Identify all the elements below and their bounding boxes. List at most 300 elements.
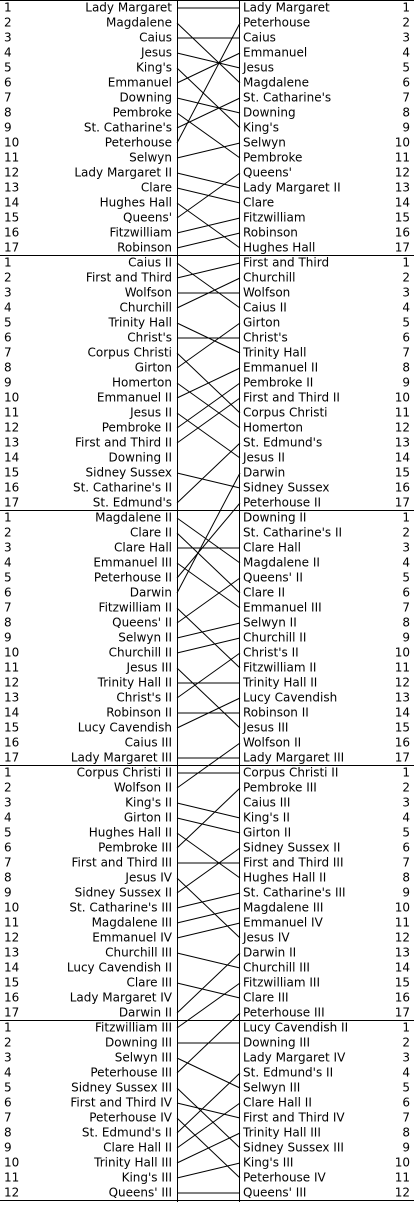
finish-position-number: 1 (402, 1020, 410, 1035)
finish-position-number: 15 (394, 975, 410, 990)
finish-position-number: 16 (394, 735, 410, 750)
finish-position-number: 10 (394, 645, 410, 660)
start-crew-label: Homerton (111, 375, 172, 390)
crew-trajectory-line (177, 638, 240, 653)
start-crew-label: Peterhouse (104, 135, 172, 150)
finish-position-number: 8 (402, 105, 410, 120)
start-position-number: 14 (4, 450, 20, 465)
finish-crew-label: Caius III (243, 795, 291, 810)
finish-crew-label: First and Third III (243, 855, 344, 870)
finish-crew-label: Sidney Sussex (243, 480, 330, 495)
crew-trajectory-line (177, 143, 240, 158)
crew-trajectory-line (177, 788, 240, 848)
start-position-number: 9 (4, 1140, 12, 1155)
finish-position-number: 12 (394, 930, 410, 945)
start-crew-label: Caius II (128, 255, 172, 270)
finish-crew-label: Girton (243, 315, 281, 330)
start-crew-label: Fitzwilliam (109, 225, 172, 240)
start-position-number: 7 (4, 855, 12, 870)
finish-position-number: 11 (394, 660, 410, 675)
start-crew-label: Downing II (108, 450, 172, 465)
finish-crew-label: Girton II (243, 825, 292, 840)
crew-trajectory-line (177, 113, 240, 158)
crew-trajectory-line (177, 878, 240, 938)
start-position-number: 2 (4, 1035, 12, 1050)
finish-crew-label: Hughes Hall (243, 240, 316, 255)
finish-position-number: 3 (402, 30, 410, 45)
start-crew-label: Clare (140, 180, 172, 195)
start-crew-label: Peterhouse IV (89, 1110, 172, 1125)
crew-trajectory-line (177, 1103, 240, 1118)
finish-crew-label: Downing III (243, 1035, 310, 1050)
finish-crew-label: Clare (243, 195, 275, 210)
crew-trajectory-line (177, 53, 240, 68)
finish-position-number: 11 (394, 405, 410, 420)
finish-position-number: 9 (402, 1140, 410, 1155)
finish-position-number: 11 (394, 150, 410, 165)
crew-trajectory-line (177, 533, 240, 593)
crew-trajectory-line (177, 23, 240, 83)
start-crew-label: Peterhouse II (93, 570, 172, 585)
start-crew-label: Trinity Hall II (97, 675, 172, 690)
finish-position-number: 9 (402, 885, 410, 900)
start-position-number: 4 (4, 1065, 12, 1080)
start-crew-label: Caius III (124, 735, 172, 750)
start-crew-label: Trinity Hall (108, 315, 172, 330)
finish-position-number: 7 (402, 90, 410, 105)
start-position-number: 10 (4, 135, 20, 150)
finish-position-number: 5 (402, 1080, 410, 1095)
finish-crew-label: Caius II (243, 300, 287, 315)
start-position-number: 3 (4, 1050, 12, 1065)
finish-position-number: 15 (394, 465, 410, 480)
start-position-number: 1 (4, 1020, 12, 1035)
start-crew-label: Lady Margaret IV (69, 990, 172, 1005)
start-crew-label: First and Third (85, 270, 172, 285)
crew-trajectory-line (177, 1088, 240, 1148)
crew-trajectory-line (177, 983, 240, 998)
finish-position-number: 1 (402, 0, 410, 15)
start-crew-label: Pembroke II (101, 420, 172, 435)
crew-trajectory-line (177, 68, 240, 128)
start-position-number: 4 (4, 810, 12, 825)
finish-crew-label: Queens' II (243, 570, 303, 585)
finish-position-number: 4 (402, 45, 410, 60)
start-position-number: 16 (4, 225, 20, 240)
finish-crew-label: Emmanuel II (243, 360, 319, 375)
start-position-number: 6 (4, 1095, 12, 1110)
crew-trajectory-line (177, 908, 240, 923)
finish-crew-label: Christ's (243, 330, 288, 345)
start-position-number: 14 (4, 960, 20, 975)
finish-position-number: 6 (402, 75, 410, 90)
finish-position-number: 10 (394, 1155, 410, 1170)
finish-crew-label: Corpus Christi (243, 405, 328, 420)
start-crew-label: Hughes Hall II (88, 825, 172, 840)
crew-trajectory-line (177, 323, 240, 368)
finish-position-number: 9 (402, 630, 410, 645)
finish-position-number: 15 (394, 720, 410, 735)
finish-position-number: 1 (402, 510, 410, 525)
finish-position-number: 4 (402, 300, 410, 315)
finish-crew-label: Robinson II (243, 705, 309, 720)
finish-position-number: 5 (402, 60, 410, 75)
crew-trajectory-line (177, 1103, 240, 1148)
finish-position-number: 14 (394, 195, 410, 210)
start-crew-label: Christ's II (116, 690, 172, 705)
start-crew-label: St. Edmund's II (81, 1125, 172, 1140)
finish-crew-label: Selwyn II (243, 615, 297, 630)
start-crew-label: Jesus (140, 45, 172, 60)
start-crew-label: Clare Hall (114, 540, 172, 555)
finish-position-number: 7 (402, 1110, 410, 1125)
finish-position-number: 9 (402, 375, 410, 390)
crew-trajectory-line (177, 623, 240, 638)
finish-crew-label: Peterhouse II (243, 495, 322, 510)
finish-position-number: 5 (402, 825, 410, 840)
start-crew-label: Emmanuel IV (92, 930, 172, 945)
start-crew-label: Lady Margaret III (70, 750, 172, 765)
finish-position-number: 3 (402, 795, 410, 810)
start-crew-label: Robinson (117, 240, 172, 255)
finish-position-number: 6 (402, 330, 410, 345)
crew-trajectory-line (177, 818, 240, 833)
start-position-number: 15 (4, 975, 20, 990)
finish-position-number: 2 (402, 15, 410, 30)
crew-trajectory-line (177, 1133, 240, 1163)
crew-trajectory-line (177, 218, 240, 233)
finish-crew-label: Lucy Cavendish II (243, 1020, 349, 1035)
start-crew-label: Emmanuel (107, 75, 172, 90)
finish-position-number: 17 (394, 240, 410, 255)
finish-crew-label: St. Edmund's II (243, 1065, 334, 1080)
crew-trajectory-line (177, 953, 240, 968)
finish-position-number: 13 (394, 435, 410, 450)
finish-crew-label: Selwyn (243, 135, 286, 150)
start-position-number: 11 (4, 150, 20, 165)
start-crew-label: Lucy Cavendish II (66, 960, 172, 975)
finish-crew-label: Fitzwilliam II (243, 660, 317, 675)
start-position-number: 12 (4, 1185, 20, 1200)
finish-crew-label: Lady Margaret IV (243, 1050, 346, 1065)
finish-crew-label: First and Third (243, 255, 330, 270)
start-crew-label: Churchill III (105, 945, 172, 960)
start-crew-label: Darwin (129, 585, 172, 600)
finish-crew-label: Downing II (243, 510, 307, 525)
crew-trajectory-line (177, 653, 240, 698)
start-crew-label: Selwyn III (114, 1050, 172, 1065)
finish-crew-label: Jesus II (243, 450, 285, 465)
start-crew-label: Clare II (129, 525, 172, 540)
start-position-number: 16 (4, 990, 20, 1005)
start-crew-label: Sidney Sussex (85, 465, 172, 480)
start-crew-label: King's (136, 60, 172, 75)
finish-crew-label: Downing (243, 105, 296, 120)
crew-trajectory-line (177, 368, 240, 398)
start-position-number: 17 (4, 750, 20, 765)
finish-position-number: 13 (394, 690, 410, 705)
start-position-number: 9 (4, 630, 12, 645)
finish-position-number: 14 (394, 705, 410, 720)
finish-position-number: 14 (394, 450, 410, 465)
finish-position-number: 9 (402, 120, 410, 135)
finish-crew-label: Clare Hall (243, 540, 301, 555)
finish-crew-label: Wolfson (243, 285, 291, 300)
start-crew-label: Darwin II (118, 1005, 172, 1020)
finish-position-number: 4 (402, 555, 410, 570)
start-position-number: 1 (4, 765, 12, 780)
finish-position-number: 4 (402, 810, 410, 825)
start-position-number: 3 (4, 795, 12, 810)
start-position-number: 9 (4, 885, 12, 900)
finish-position-number: 5 (402, 570, 410, 585)
finish-crew-label: Lady Margaret (243, 0, 330, 15)
start-crew-label: Jesus II (130, 405, 172, 420)
finish-crew-label: King's II (243, 810, 290, 825)
crew-trajectory-line (177, 473, 240, 593)
start-position-number: 7 (4, 1110, 12, 1125)
finish-position-number: 2 (402, 270, 410, 285)
finish-position-number: 12 (394, 1185, 410, 1200)
start-position-number: 5 (4, 60, 12, 75)
finish-crew-label: Clare Hall II (243, 1095, 312, 1110)
finish-position-number: 2 (402, 780, 410, 795)
start-position-number: 8 (4, 870, 12, 885)
finish-position-number: 10 (394, 390, 410, 405)
finish-position-number: 1 (402, 765, 410, 780)
crew-trajectory-line (177, 98, 240, 128)
finish-position-number: 16 (394, 480, 410, 495)
finish-crew-label: Sidney Sussex III (243, 1140, 344, 1155)
start-position-number: 5 (4, 825, 12, 840)
finish-position-number: 13 (394, 180, 410, 195)
start-crew-label: Fitzwilliam III (95, 1020, 172, 1035)
finish-position-number: 3 (402, 1050, 410, 1065)
finish-crew-label: Jesus (243, 60, 275, 75)
finish-crew-label: Selwyn III (243, 1080, 301, 1095)
start-position-number: 8 (4, 105, 12, 120)
finish-position-number: 13 (394, 945, 410, 960)
finish-position-number: 6 (402, 1095, 410, 1110)
finish-position-number: 3 (402, 540, 410, 555)
finish-position-number: 8 (402, 1125, 410, 1140)
start-crew-label: Sidney Sussex II (74, 885, 172, 900)
finish-crew-label: Robinson (243, 225, 298, 240)
start-position-number: 1 (4, 0, 12, 15)
finish-position-number: 17 (394, 750, 410, 765)
start-position-number: 3 (4, 285, 12, 300)
finish-position-number: 6 (402, 840, 410, 855)
finish-position-number: 7 (402, 855, 410, 870)
crew-trajectory-line (177, 518, 240, 563)
start-crew-label: Magdalene II (95, 510, 172, 525)
crew-trajectory-line (177, 1073, 240, 1133)
start-position-number: 4 (4, 45, 12, 60)
start-position-number: 3 (4, 540, 12, 555)
start-crew-label: Emmanuel III (93, 555, 172, 570)
start-position-number: 5 (4, 570, 12, 585)
start-crew-label: Jesus III (126, 660, 172, 675)
start-crew-label: Corpus Christi (87, 345, 172, 360)
finish-crew-label: First and Third IV (243, 1110, 345, 1125)
start-crew-label: Queens' III (108, 1185, 172, 1200)
finish-crew-label: Darwin (243, 465, 286, 480)
start-position-number: 11 (4, 660, 20, 675)
crew-trajectory-line (177, 578, 240, 623)
start-crew-label: Girton (134, 360, 172, 375)
crew-trajectory-line (177, 233, 240, 248)
start-position-number: 17 (4, 240, 20, 255)
start-position-number: 14 (4, 195, 20, 210)
finish-crew-label: Churchill III (243, 960, 310, 975)
finish-position-number: 7 (402, 345, 410, 360)
crew-trajectory-line (177, 563, 240, 608)
start-position-number: 14 (4, 705, 20, 720)
crew-trajectory-line (177, 98, 240, 113)
start-crew-label: Clare III (126, 975, 172, 990)
finish-crew-label: Hughes Hall II (243, 870, 327, 885)
start-crew-label: Selwyn (129, 150, 172, 165)
crew-trajectory-line (177, 263, 240, 278)
start-crew-label: King's II (125, 795, 172, 810)
start-position-number: 13 (4, 945, 20, 960)
crew-trajectory-line (177, 398, 240, 443)
finish-crew-label: Corpus Christi II (243, 765, 339, 780)
start-crew-label: Lucy Cavendish (77, 720, 172, 735)
finish-crew-label: First and Third II (243, 390, 340, 405)
start-crew-label: Downing (119, 90, 172, 105)
crew-trajectory-line (177, 893, 240, 908)
finish-crew-label: Lady Margaret III (243, 750, 345, 765)
finish-crew-label: Queens' III (243, 1185, 307, 1200)
finish-position-number: 4 (402, 1065, 410, 1080)
crew-trajectory-line (177, 848, 240, 893)
finish-crew-label: Magdalene III (243, 900, 324, 915)
start-position-number: 15 (4, 210, 20, 225)
finish-crew-label: Trinity Hall II (243, 675, 318, 690)
crew-trajectory-line (177, 953, 240, 1013)
finish-position-number: 3 (402, 285, 410, 300)
finish-crew-label: Peterhouse III (243, 1005, 325, 1020)
finish-crew-label: St. Edmund's (243, 435, 323, 450)
finish-crew-label: King's III (243, 1155, 294, 1170)
start-position-number: 13 (4, 435, 20, 450)
start-crew-label: Hughes Hall (99, 195, 172, 210)
finish-crew-label: Clare III (243, 990, 289, 1005)
start-position-number: 12 (4, 930, 20, 945)
finish-crew-label: King's (243, 120, 279, 135)
start-position-number: 12 (4, 675, 20, 690)
start-position-number: 13 (4, 180, 20, 195)
finish-position-number: 11 (394, 915, 410, 930)
start-position-number: 6 (4, 840, 12, 855)
start-position-number: 2 (4, 15, 12, 30)
start-crew-label: Peterhouse III (90, 1065, 172, 1080)
start-crew-label: King's III (121, 1170, 172, 1185)
finish-crew-label: Jesus III (243, 720, 289, 735)
start-crew-label: Fitzwilliam II (98, 600, 172, 615)
finish-crew-label: Peterhouse IV (243, 1170, 326, 1185)
finish-position-number: 10 (394, 900, 410, 915)
start-crew-label: Caius (139, 30, 172, 45)
finish-position-number: 12 (394, 675, 410, 690)
crew-trajectory-line (177, 1058, 240, 1088)
start-crew-label: Girton II (123, 810, 172, 825)
finish-crew-label: Peterhouse (243, 15, 311, 30)
start-crew-label: St. Catharine's II (72, 480, 172, 495)
start-position-number: 15 (4, 720, 20, 735)
start-crew-label: Sidney Sussex III (71, 1080, 172, 1095)
start-position-number: 5 (4, 315, 12, 330)
finish-position-number: 10 (394, 135, 410, 150)
start-position-number: 5 (4, 1080, 12, 1095)
finish-crew-label: Trinity Hall III (243, 1125, 321, 1140)
start-position-number: 8 (4, 1125, 12, 1140)
start-position-number: 2 (4, 270, 12, 285)
finish-crew-label: St. Catharine's (243, 90, 332, 105)
finish-position-number: 16 (394, 225, 410, 240)
finish-position-number: 8 (402, 615, 410, 630)
crew-trajectory-line (177, 53, 240, 83)
finish-crew-label: Fitzwilliam III (243, 975, 320, 990)
start-crew-label: Churchill (119, 300, 172, 315)
start-position-number: 6 (4, 75, 12, 90)
start-position-number: 12 (4, 165, 20, 180)
finish-position-number: 7 (402, 600, 410, 615)
start-crew-label: Corpus Christi II (76, 765, 172, 780)
start-crew-label: Wolfson (124, 285, 172, 300)
finish-crew-label: Fitzwilliam (243, 210, 306, 225)
crew-trajectory-line (177, 173, 240, 218)
finish-crew-label: Lucy Cavendish (243, 690, 338, 705)
start-crew-label: Jesus IV (125, 870, 172, 885)
crew-trajectory-line (177, 668, 240, 728)
finish-crew-label: Pembroke (243, 150, 303, 165)
finish-position-number: 5 (402, 315, 410, 330)
start-crew-label: Queens' (123, 210, 172, 225)
finish-position-number: 14 (394, 960, 410, 975)
start-position-number: 2 (4, 525, 12, 540)
finish-crew-label: Churchill (243, 270, 296, 285)
start-crew-label: First and Third IV (70, 1095, 172, 1110)
start-position-number: 17 (4, 495, 20, 510)
start-position-number: 7 (4, 90, 12, 105)
crew-trajectory-line (177, 473, 240, 488)
start-position-number: 11 (4, 1170, 20, 1185)
finish-crew-label: Emmanuel IV (243, 915, 323, 930)
finish-crew-label: Magdalene II (243, 555, 320, 570)
finish-crew-label: Pembroke II (243, 375, 314, 390)
start-crew-label: Pembroke III (98, 840, 172, 855)
start-position-number: 7 (4, 345, 12, 360)
crew-trajectory-line (177, 413, 240, 458)
finish-crew-label: Emmanuel (243, 45, 308, 60)
start-crew-label: First and Third II (75, 435, 172, 450)
start-position-number: 9 (4, 120, 12, 135)
finish-crew-label: St. Catharine's III (243, 885, 346, 900)
finish-position-number: 2 (402, 1035, 410, 1050)
start-position-number: 11 (4, 915, 20, 930)
crew-trajectory-line (177, 833, 240, 878)
start-crew-label: Lady Margaret (85, 0, 172, 15)
start-crew-label: Pembroke (112, 105, 172, 120)
start-position-number: 10 (4, 1155, 20, 1170)
start-position-number: 10 (4, 645, 20, 660)
crew-trajectory-line (177, 923, 240, 938)
start-crew-label: First and Third III (71, 855, 172, 870)
crew-trajectory-line (177, 443, 240, 503)
start-crew-label: Emmanuel II (96, 390, 172, 405)
